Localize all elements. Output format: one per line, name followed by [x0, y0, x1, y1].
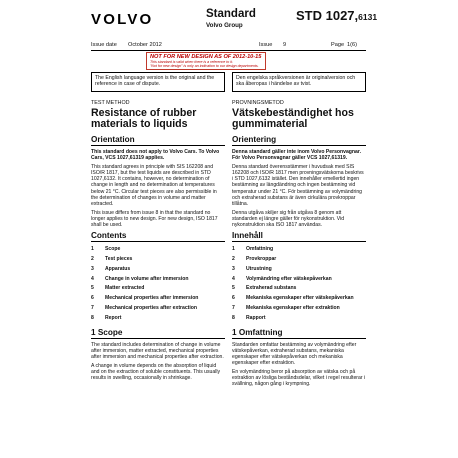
issue-number: 9 [283, 42, 287, 48]
contents-item[interactable]: 6 Mechanical properties after immersion [91, 295, 199, 302]
contents-item[interactable]: 5 Matter extracted [91, 285, 145, 292]
document-title-sv: Vätskebeständighet hos gummimaterial [232, 107, 354, 130]
page-label: Page [331, 42, 345, 48]
contents-item-sv[interactable]: 8 Rapport [232, 314, 266, 321]
contents-item[interactable]: 8 Report [91, 314, 122, 321]
organization: Volvo Group [206, 22, 243, 29]
notice-line-1: This standard is valid when there is a reference to it. [150, 60, 234, 64]
contents-item[interactable]: 4 Change in volume after immersion [91, 275, 189, 282]
contents-heading-sv: Innehåll [232, 231, 366, 242]
notice-title: NOT FOR NEW DESIGN AS OF 2012-10-15 [150, 54, 262, 60]
scope-heading-sv: 1 Omfattning [232, 328, 366, 339]
orientation-heading: Orientation [91, 135, 225, 146]
contents-item[interactable]: 2 Test pieces [91, 255, 133, 262]
standard-number [296, 8, 377, 23]
orientation-paragraph-1: This standard agrees in principle with SIS 162208 and ISO/R 1817, but the test liquids are described in STD 1027,6132. It contains, however, no determination of change in length and no determination at temperatures below 21 °C. Circular test pieces are also permissible in the determination of changes in volume and matter extracted. [91, 164, 217, 207]
contents-item[interactable]: 7 Mechanical properties after extraction [91, 304, 198, 311]
language-note-en: The English language version is the original and the reference in case of dispute. [91, 72, 225, 92]
scope-heading: 1 Scope [91, 328, 225, 339]
scope-paragraph-1-sv: Standarden omfattar bestämning av volymändring efter vätskepåverkan, extraherad substans, mekaniska egenskaper efter vätskepåverkan och mekaniska egenskaper efter extraktion. [232, 341, 357, 366]
orientation-paragraph-1-sv: Denna standard överensstämmer i huvudsak med SIS 162208 och ISO/R 1817 men provningsvätskorna beskrivs i STD 1027,6132 istället. Den innehåller emellertid ingen bestämning av längdändring och ingen bestämning vid temperatur under 21 °C. För bestämning av volymändring och extraherad substans är även cirkulära provkroppar tillåtna. [232, 164, 364, 207]
scope-paragraph-2: A change in volume depends on the absorption of liquid and on the extraction of soluble constituents. This usually results in swelling, occasionally in shrinkage. [91, 362, 221, 381]
contents-item[interactable]: 1 Scope [91, 246, 121, 253]
document-type: Standard [206, 8, 256, 20]
standard-number-suffix: 6131 [358, 12, 378, 22]
contents-heading: Contents [91, 231, 225, 242]
contents-list [91, 246, 225, 324]
document-title: Resistance of rubber materials to liquids [91, 107, 197, 130]
english-column [91, 100, 225, 381]
issue-date: October 2012 [128, 42, 162, 48]
method-label: TEST METHOD [91, 100, 130, 106]
standard-number-main: STD 1027, [296, 8, 359, 23]
contents-list-sv [232, 246, 366, 324]
volvo-logo: VOLVO [91, 11, 154, 28]
issue-label: Issue [259, 42, 273, 48]
not-for-new-design-notice [146, 52, 266, 70]
issue-date-label: Issue date [91, 42, 117, 48]
contents-item-sv[interactable]: 2 Provkroppar [232, 255, 277, 262]
contents-item-sv[interactable]: 6 Mekaniska egenskaper efter vätskepåverkan [232, 295, 354, 302]
contents-item-sv[interactable]: 5 Extraherad substans [232, 285, 297, 292]
header-rule [91, 50, 366, 51]
language-note-sv: Den engelska språkversionen är originalversion och ska åberopas i händelse av tvist. [232, 72, 366, 92]
contents-item-sv[interactable]: 3 Utrustning [232, 265, 272, 272]
contents-item-sv[interactable]: 7 Mekaniska egenskaper efter extraktion [232, 304, 340, 311]
notice-line-2: "Not for new design" is only an indication to our design departments. [150, 64, 259, 69]
orientation-heading-sv: Orientering [232, 135, 366, 146]
page-number: 1(6) [347, 42, 357, 48]
orientation-notice: This standard does not apply to Volvo Cars. To Volvo Cars, VCS 1027,61319 applies. [91, 149, 220, 162]
orientation-paragraph-2-sv: Denna utgåva skiljer sig från utgåva 8 genom att standarden ej längre gäller för nykonstruktion. Vid nykonstruktion ska ISO 1817 användas. [232, 209, 345, 229]
contents-item-sv[interactable]: 1 Omfattning [232, 246, 274, 253]
scope-paragraph-2-sv: En volymändring beror på absorption av vätska och på extraktion av lösliga beståndsdelar, vilket i regel resulterar i svällning, någon gång i krympning. [232, 368, 366, 388]
scope-paragraph-1: The standard includes determination of change in volume after immersion, matter extracted, mechanical properties after immersion and mechanical properties after extraction. [91, 341, 224, 360]
contents-item-sv[interactable]: 4 Volymändring efter vätskepåverkan [232, 275, 332, 282]
swedish-column [232, 100, 366, 387]
method-label-sv: PROVNINGSMETOD [232, 100, 284, 106]
orientation-notice-sv: Denna standard gäller inte inom Volvo Personvagnar. För Volvo Personvagnar gäller VCS 1027,61319. [232, 149, 361, 162]
contents-item[interactable]: 3 Apparatus [91, 265, 131, 272]
orientation-paragraph-2: This issue differs from issue 8 in that the standard no longer applies to new design. For new design, ISO 1817 shall be used. [91, 209, 218, 229]
